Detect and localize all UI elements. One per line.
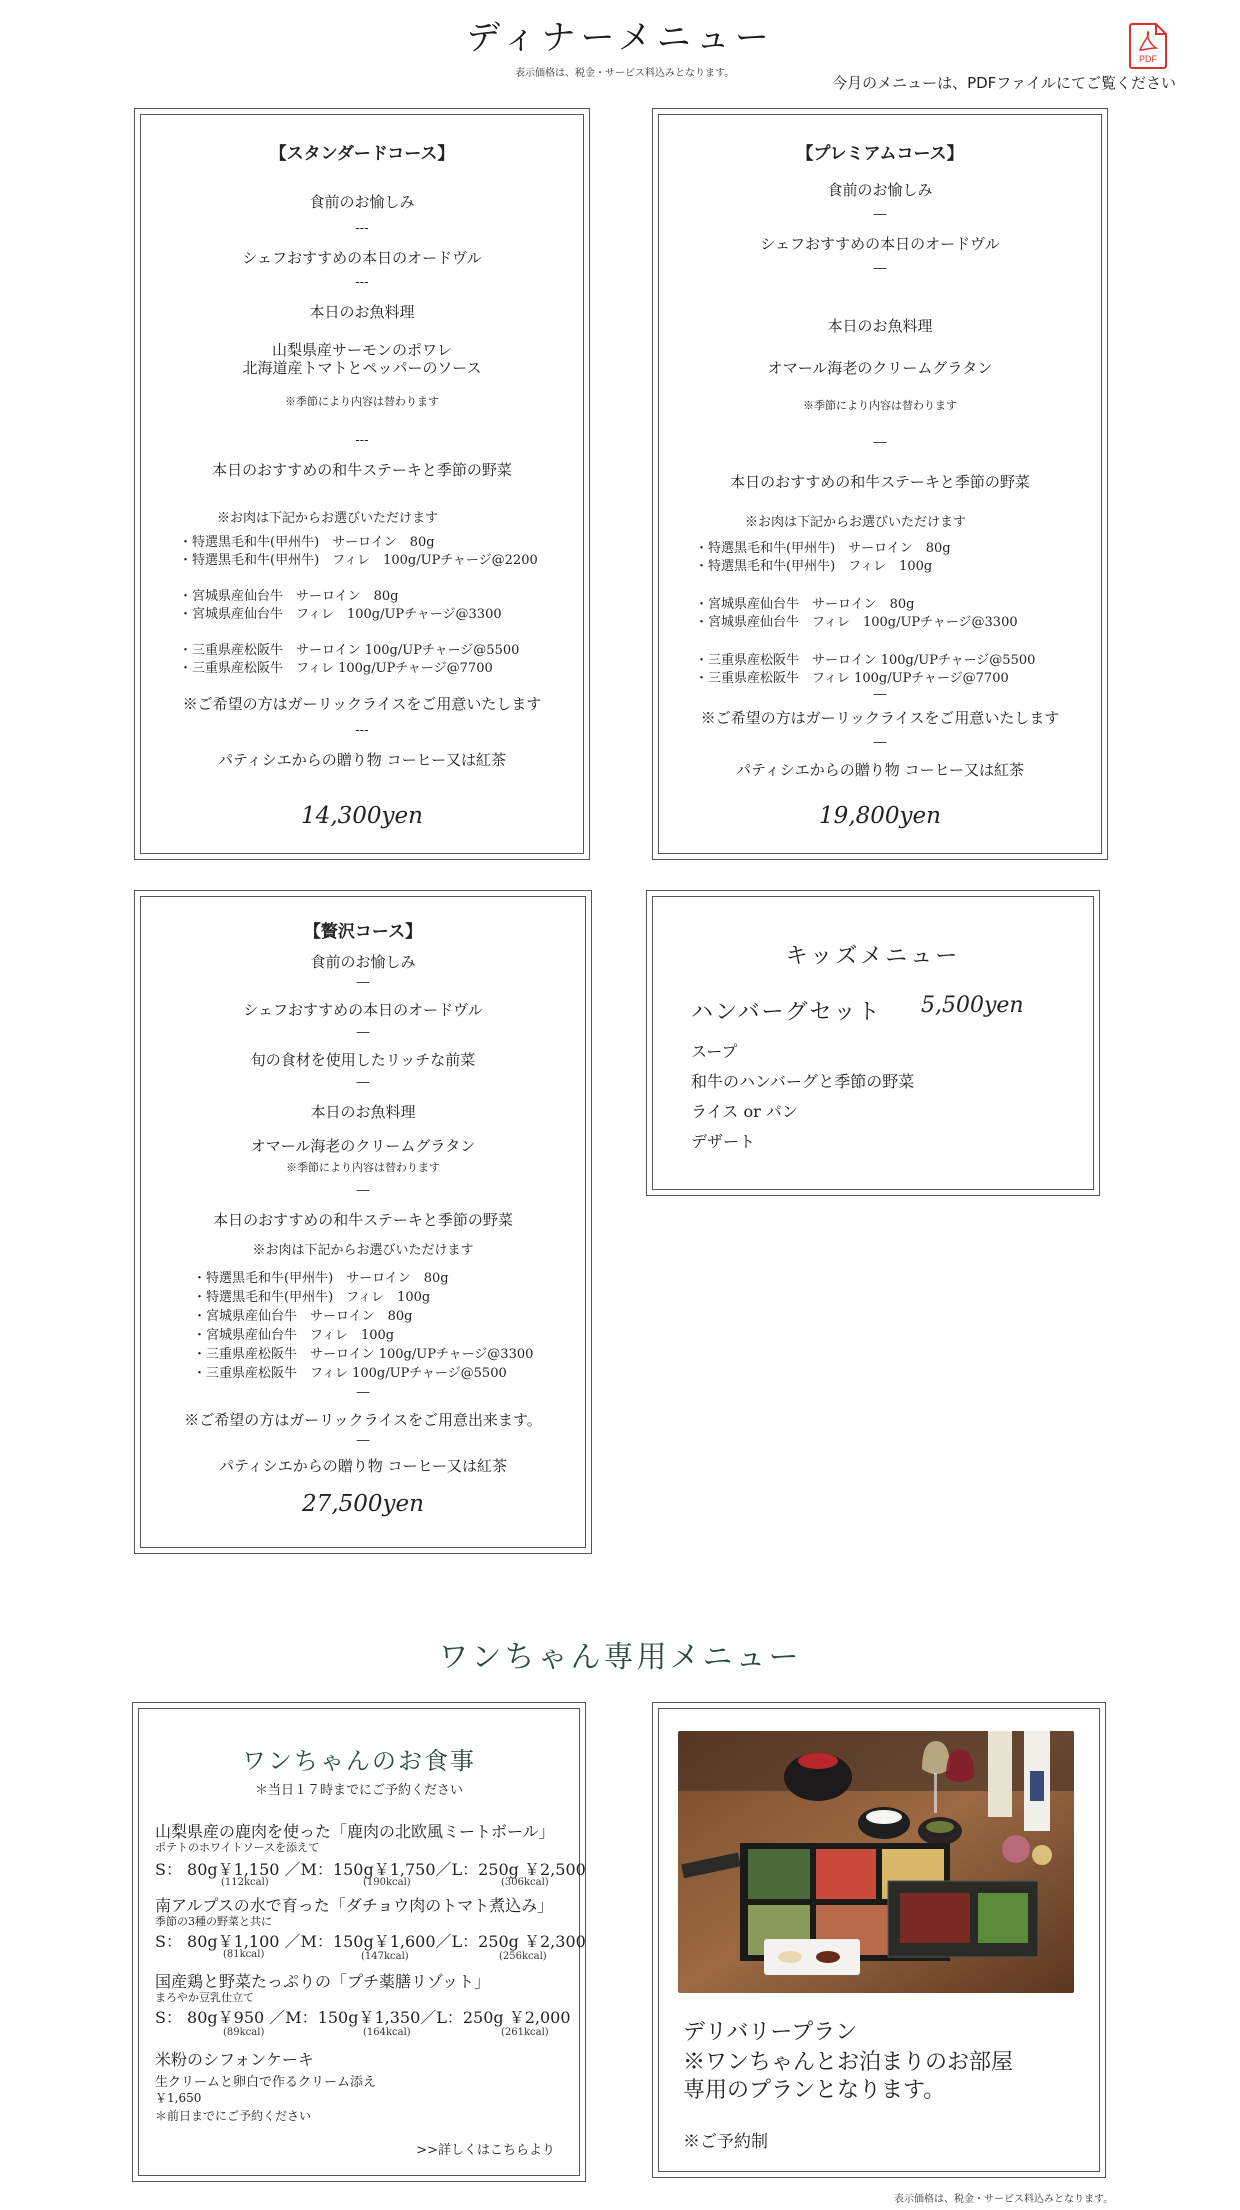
meat-option: ・宮城県産仙台牛 サーロイン 80g <box>179 589 399 604</box>
meat-note: ※お肉は下記からお選びいただけます <box>217 511 439 526</box>
meat-option: ・宮城県産仙台牛 サーロイン 80g <box>193 1309 413 1324</box>
course-line: パティシエからの贈り物 コーヒー又は紅茶 <box>218 751 506 769</box>
course-title: 【プレミアムコース】 <box>796 144 964 164</box>
course-line: 食前のお愉しみ <box>309 193 415 211</box>
bento-photo <box>678 1731 1074 1993</box>
meat-option: ・特選黒毛和牛(甲州牛) サーロイン 80g <box>179 535 435 550</box>
dog-cake-name: 米粉のシフォンケーキ <box>155 2050 314 2069</box>
tax-note-bottom: 表示価格は、税金・サービス料込みとなります。 <box>894 2194 1114 2205</box>
kcal-label: (147kcal) <box>361 1951 409 1962</box>
dog-cake-price: ￥1,650 <box>155 2091 202 2105</box>
meat-option: ・三重県産松阪牛 フィレ 100g/UPチャージ@5500 <box>193 1366 507 1381</box>
dog-item-price: S： 80g￥950 ／M：150g￥1,350／L：250g ￥2,000 <box>155 2008 571 2027</box>
course-title: 【贅沢コース】 <box>303 922 423 942</box>
kids-menu-card <box>646 890 1100 1196</box>
kids-set-name: ハンバーグセット <box>691 1000 882 1025</box>
course-price: 19,800yen <box>819 803 941 829</box>
kcal-label: (190kcal) <box>363 1877 411 1888</box>
course-line: 本日のおすすめの和牛ステーキと季節の野菜 <box>212 461 512 479</box>
reservation-required: ※ご予約制 <box>683 2132 768 2152</box>
meat-option: ・三重県産松阪牛 フィレ 100g/UPチャージ@7700 <box>179 661 493 676</box>
standard-course-card <box>134 108 590 860</box>
course-price: 27,500yen <box>302 1491 424 1517</box>
kcal-label: (89kcal) <box>223 2027 265 2038</box>
meat-option: ・特選黒毛和牛(甲州牛) サーロイン 80g <box>193 1271 449 1286</box>
meat-option: ・三重県産松阪牛 サーロイン 100g/UPチャージ@5500 <box>179 643 520 658</box>
meat-option: ・三重県産松阪牛 サーロイン 100g/UPチャージ@5500 <box>695 653 1036 668</box>
dog-item-name: 南アルプスの水で育った「ダチョウ肉のトマト煮込み」 <box>155 1896 554 1915</box>
course-line: 本日のおすすめの和牛ステーキと季節の野菜 <box>730 473 1030 491</box>
divider: --- <box>355 723 369 738</box>
course-price: 14,300yen <box>301 803 423 829</box>
course-line: オマール海老のクリームグラタン <box>767 359 993 377</box>
course-line: オマール海老のクリームグラタン <box>250 1137 476 1155</box>
details-link[interactable]: >>詳しくはこちらより <box>416 2143 555 2158</box>
course-line: 食前のお愉しみ <box>310 953 416 971</box>
meat-option: ・宮城県産仙台牛 サーロイン 80g <box>695 597 915 612</box>
kcal-label: (261kcal) <box>501 2027 549 2038</box>
course-line: シェフおすすめの本日のオードヴル <box>242 249 482 267</box>
pdf-icon <box>1128 22 1168 70</box>
pdf-label: PDF <box>1139 54 1157 64</box>
delivery-title: デリバリープラン <box>683 2020 858 2045</box>
page-title: ディナーメニュー <box>466 18 774 58</box>
kids-item: 和牛のハンバーグと季節の野菜 <box>691 1072 915 1091</box>
divider: ― <box>873 207 887 222</box>
course-line: 本日のおすすめの和牛ステーキと季節の野菜 <box>213 1211 513 1229</box>
course-line: 旬の食材を使用したリッチな前菜 <box>250 1051 476 1069</box>
meat-option: ・特選黒毛和牛(甲州牛) フィレ 100g <box>193 1290 431 1305</box>
kcal-label: (81kcal) <box>223 1949 265 1960</box>
meat-option: ・宮城県産仙台牛 フィレ 100g <box>193 1328 395 1343</box>
dog-meal-title: ワンちゃんのお食事 <box>242 1747 476 1775</box>
kids-item: ライス or パン <box>691 1102 798 1121</box>
dog-menu-section-title: ワンちゃん専用メニュー <box>438 1640 802 1675</box>
course-title: 【スタンダードコース】 <box>269 144 455 164</box>
course-line: パティシエからの贈り物 コーヒー又は紅茶 <box>219 1457 507 1475</box>
kids-set-price: 5,500yen <box>921 993 1024 1018</box>
divider: ― <box>873 261 887 276</box>
course-line: 本日のお魚料理 <box>827 317 933 335</box>
dog-item-name: 山梨県産の鹿肉を使った「鹿肉の北欧風ミートボール」 <box>155 1822 555 1841</box>
divider: ― <box>873 735 887 750</box>
garlic-note: ※ご希望の方はガーリックライスをご用意いたします <box>182 695 542 713</box>
pdf-download-button[interactable] <box>1128 22 1168 70</box>
divider: ― <box>356 1183 370 1198</box>
divider: ― <box>873 435 887 450</box>
delivery-plan-card <box>652 1702 1106 2178</box>
course-line: シェフおすすめの本日のオードヴル <box>243 1001 483 1019</box>
delivery-line: 専用のプランとなります。 <box>683 2078 946 2103</box>
dog-item-price: S： 80g￥1,150 ／M：150g￥1,750／L：250g ￥2,500 <box>155 1860 586 1879</box>
tax-note: 表示価格は、税金・サービス料込みとなります。 <box>515 68 735 79</box>
divider: --- <box>355 221 369 236</box>
divider: --- <box>355 433 369 448</box>
meat-option: ・特選黒毛和牛(甲州牛) サーロイン 80g <box>695 541 951 556</box>
meat-note: ※お肉は下記からお選びいただけます <box>745 515 967 530</box>
meat-note: ※お肉は下記からお選びいただけます <box>252 1243 474 1258</box>
course-line: シェフおすすめの本日のオードヴル <box>760 235 1000 253</box>
meat-option: ・三重県産松阪牛 サーロイン 100g/UPチャージ@3300 <box>193 1347 534 1362</box>
dog-item-price: S： 80g￥1,100 ／M：150g￥1,600／L：250g ￥2,300 <box>155 1932 586 1951</box>
meat-option: ・特選黒毛和牛(甲州牛) フィレ 100g/UPチャージ@2200 <box>179 553 538 568</box>
course-line: 本日のお魚料理 <box>310 1103 416 1121</box>
course-line: 山梨県産サーモンのポワレ <box>271 341 452 359</box>
dog-item-sub: ポテトのホワイトソースを添えて <box>155 1841 320 1854</box>
pdf-note: 今月のメニューは、PDFファイルにてご覧ください <box>832 74 1176 92</box>
divider: ― <box>356 1385 370 1400</box>
premium-course-card <box>652 108 1108 860</box>
dog-cake-sub: 生クリームと卵白で作るクリーム添え <box>155 2075 377 2090</box>
luxury-course-card <box>134 890 592 1554</box>
divider: ― <box>873 687 887 702</box>
dog-cake-note: ＊前日までにご予約ください <box>155 2109 312 2123</box>
season-note: ※季節により内容は替わります <box>285 395 439 408</box>
kcal-label: (112kcal) <box>221 1877 269 1888</box>
dog-meal-card <box>132 1702 586 2182</box>
course-line: 食前のお愉しみ <box>827 181 933 199</box>
divider: ― <box>356 975 370 990</box>
season-note: ※季節により内容は替わります <box>286 1161 440 1174</box>
dog-item-name: 国産鶏と野菜たっぷりの「プチ薬膳リゾット」 <box>155 1972 491 1991</box>
meat-option: ・宮城県産仙台牛 フィレ 100g/UPチャージ@3300 <box>695 615 1018 630</box>
divider: ― <box>356 1433 370 1448</box>
divider: --- <box>355 275 369 290</box>
course-line: パティシエからの贈り物 コーヒー又は紅茶 <box>736 761 1024 779</box>
meat-option: ・三重県産松阪牛 フィレ 100g/UPチャージ@7700 <box>695 671 1009 686</box>
kids-item: デザート <box>691 1132 756 1151</box>
kcal-label: (256kcal) <box>499 1951 547 1962</box>
course-line: 本日のお魚料理 <box>309 303 415 321</box>
kids-item: スープ <box>691 1042 738 1061</box>
meat-option: ・特選黒毛和牛(甲州牛) フィレ 100g <box>695 559 933 574</box>
kcal-label: (306kcal) <box>501 1877 549 1888</box>
kcal-label: (164kcal) <box>363 2027 411 2038</box>
dog-item-sub: 季節の3種の野菜と共に <box>155 1915 272 1928</box>
garlic-note: ※ご希望の方はガーリックライスをご用意いたします <box>700 709 1060 727</box>
garlic-note: ※ご希望の方はガーリックライスをご用意出来ます。 <box>184 1411 542 1429</box>
course-line: 北海道産トマトとペッパーのソース <box>242 359 482 377</box>
divider: ― <box>356 1025 370 1040</box>
dog-item-sub: まろやか豆乳仕立て <box>155 1991 254 2004</box>
meat-option: ・宮城県産仙台牛 フィレ 100g/UPチャージ@3300 <box>179 607 502 622</box>
divider: ― <box>356 1075 370 1090</box>
reservation-note: ＊当日１７時までにご予約ください <box>254 1783 463 1798</box>
season-note: ※季節により内容は替わります <box>803 399 957 412</box>
delivery-line: ※ワンちゃんとお泊まりのお部屋 <box>683 2050 1014 2075</box>
kids-title: キッズメニュー <box>785 944 961 969</box>
